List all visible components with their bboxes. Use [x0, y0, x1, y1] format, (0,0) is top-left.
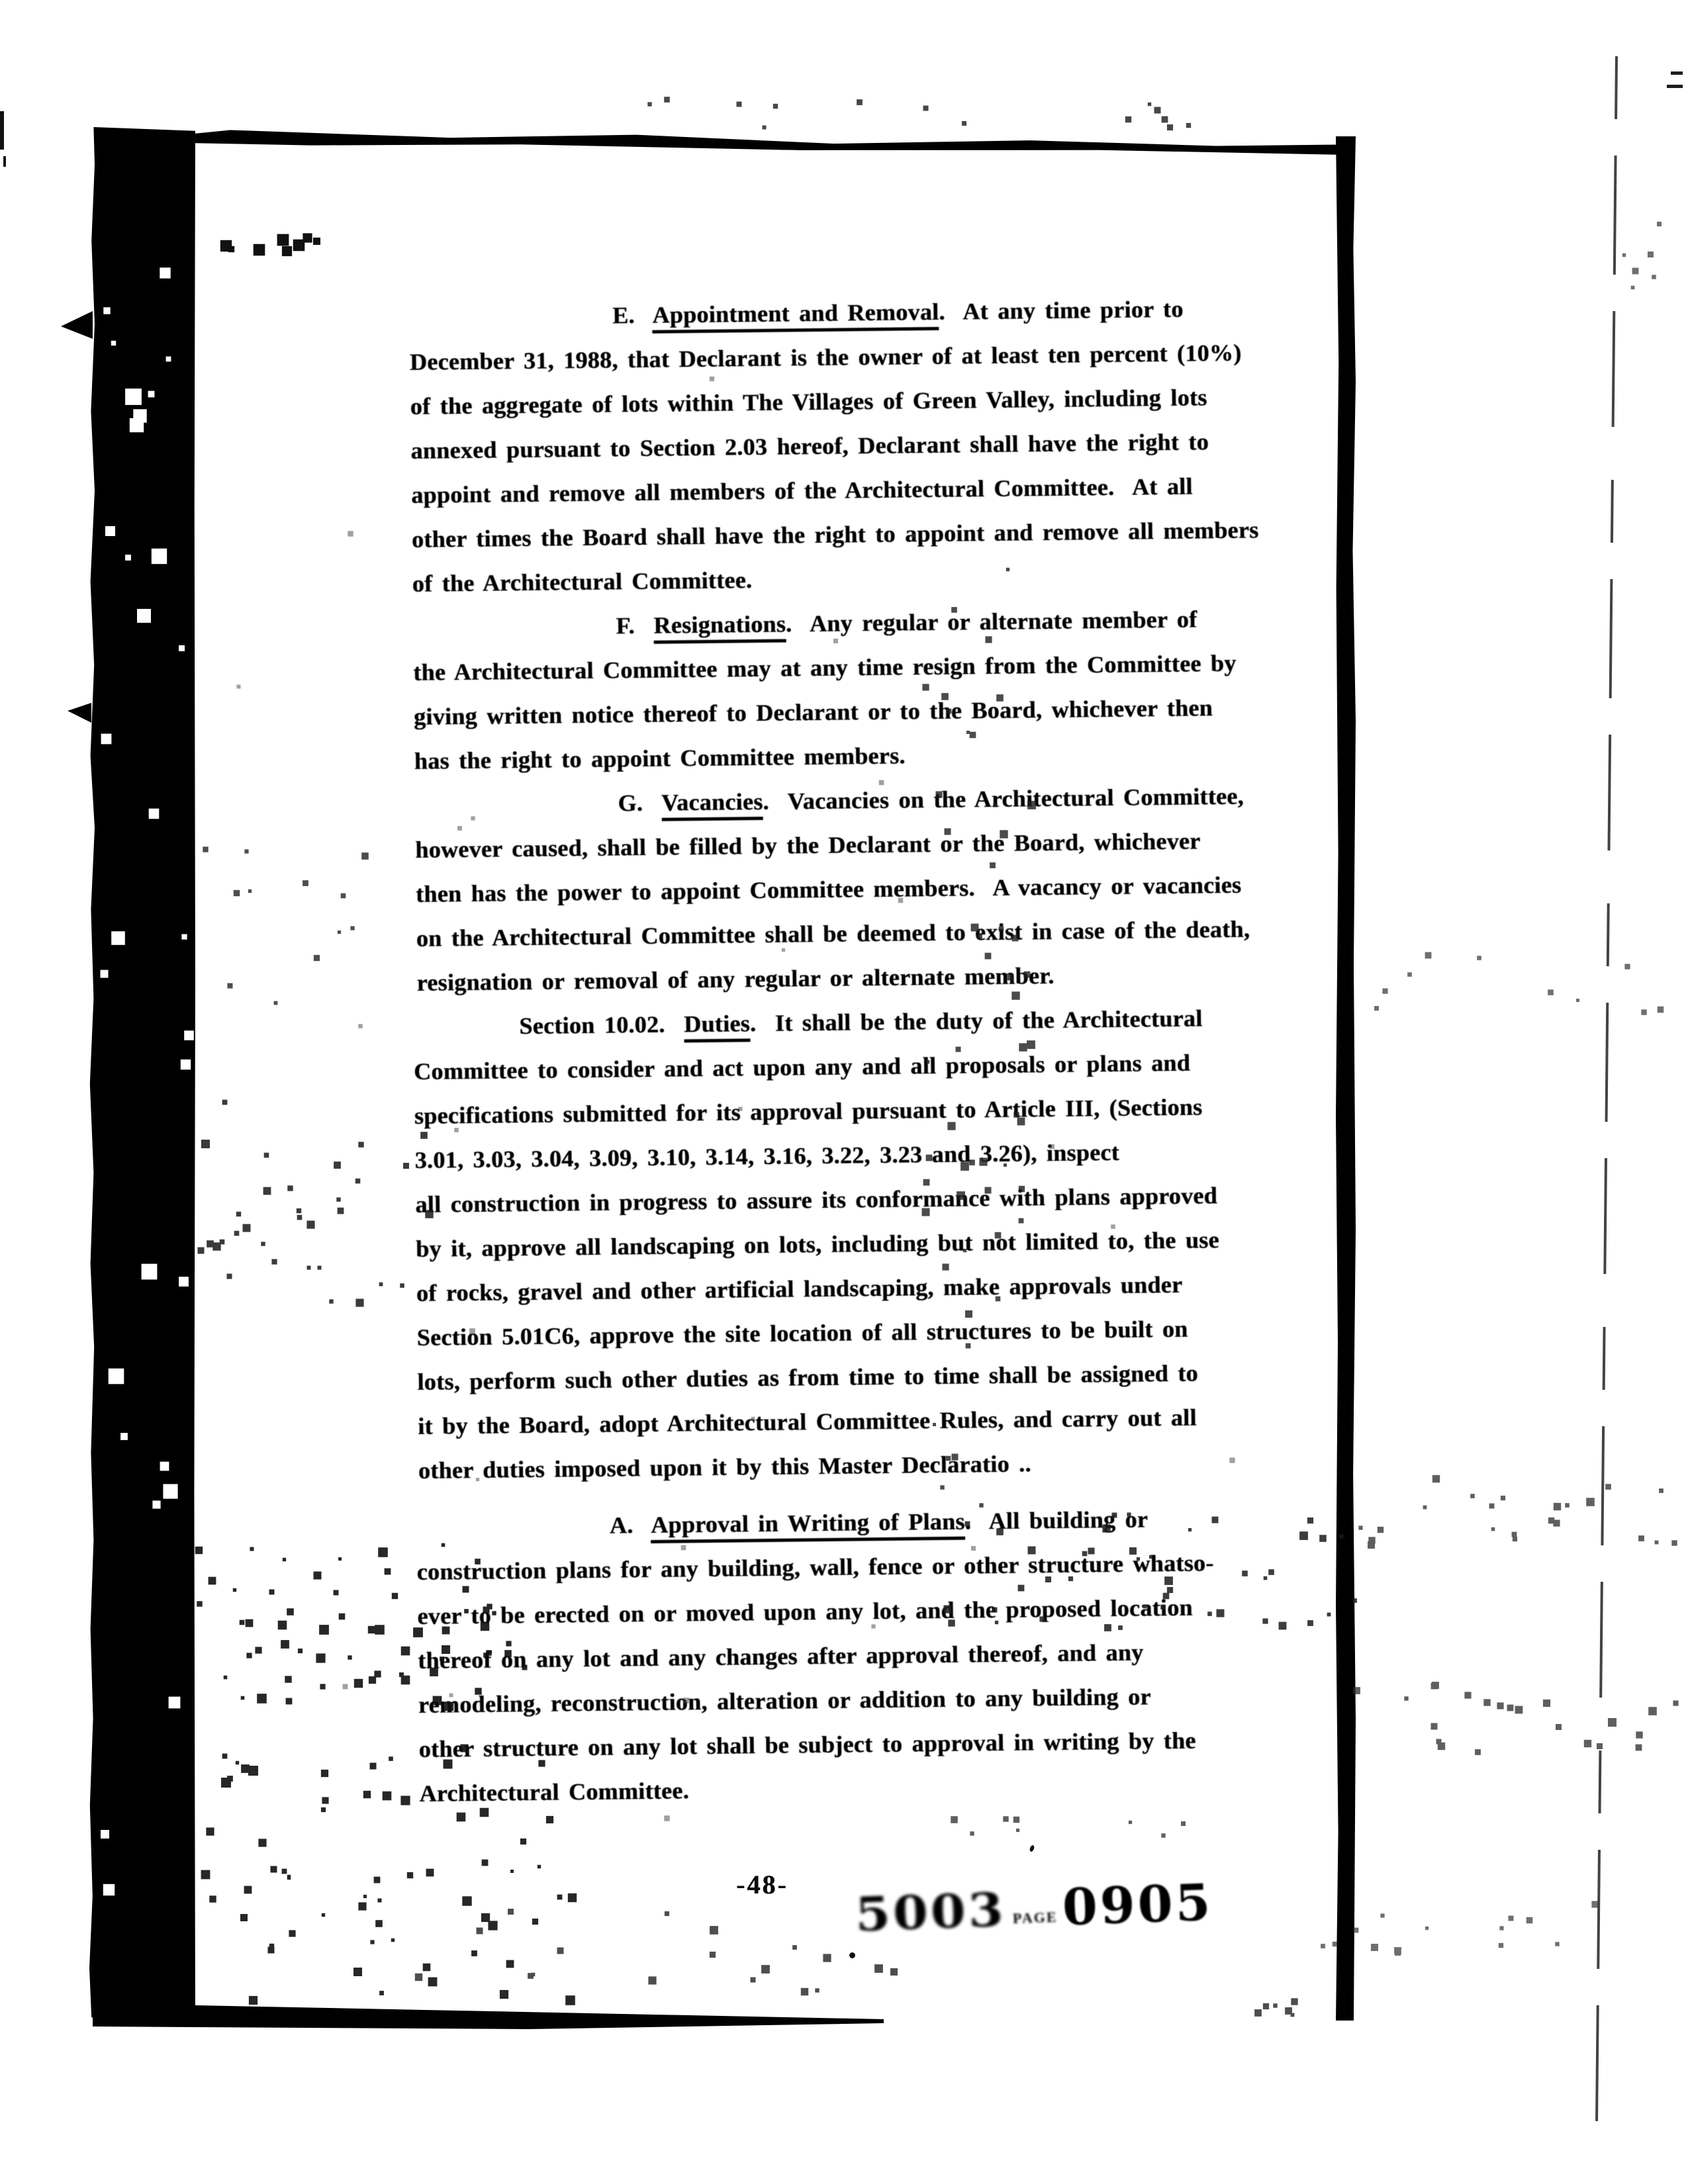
text-line: other times the Board shall have the right to appoint and remove all members: [411, 516, 1259, 553]
text-line: the Architectural Committee may at any time resign from the Committee by: [412, 649, 1237, 686]
text-line: Committee to consider and act upon any and all proposals or plans and: [413, 1049, 1191, 1085]
text-line: G. Vacancies. Vacancies on the Architectural Committee,: [618, 784, 1244, 815]
speck-group: [1244, 2000, 1245, 2001]
underlined-heading: Duties: [684, 1010, 750, 1042]
text-line: 3.01, 3.03, 3.04, 3.09, 3.10, 3.14, 3.16, 3.22, 3.23 and 3.26), inspect: [414, 1138, 1120, 1174]
stamp-book-number: 5003: [854, 1882, 1007, 1942]
underlined-heading: Vacancies: [661, 788, 763, 821]
text-line: remodeling, reconstruction, alteration or addition to any building or: [418, 1683, 1151, 1718]
text-line: ever to be erected on or moved upon any lot, and the proposed location: [417, 1594, 1193, 1630]
text-line: all construction in progress to assure its conformance with plans approved: [415, 1182, 1218, 1218]
speck-group: [192, 1747, 193, 1748]
text-line: Section 5.01C6, approve the site location of all structures to be built on: [416, 1315, 1188, 1351]
text-line: of the aggregate of lots within The Villages of Green Valley, including lots: [410, 384, 1207, 420]
stamp-page-label: PAGE: [1012, 1908, 1058, 1927]
text-line: resignation or removal of any regular or alternate member.: [416, 962, 1055, 996]
text-line: of the Architectural Committee.: [412, 567, 753, 597]
underlined-heading: Appointment and Removal: [652, 298, 939, 334]
text-line: construction plans for any building, wall, fence or other structure whatso-: [416, 1549, 1214, 1586]
text-line: annexed pursuant to Section 2.03 hereof, Declarant shall have the right to: [410, 428, 1209, 465]
text-line: other structure on any lot shall be subject to approval in writing by the: [418, 1727, 1196, 1762]
text-line: specifications submitted for its approval pursuant to Article III, (Sections: [414, 1093, 1203, 1130]
text-line: appoint and remove all members of the Architectural Committee. At all: [410, 473, 1193, 509]
text-line: it by the Board, adopt Architectural Committee Rules, and carry out all: [417, 1404, 1197, 1439]
speck-group: [923, 569, 924, 570]
text-line: of rocks, gravel and other artificial landscaping, make approvals under: [416, 1271, 1183, 1306]
text-line: thereof on any lot and any changes after approval thereof, and any: [417, 1639, 1144, 1674]
text-line: other duties imposed upon it by this Master Declaratio ..: [418, 1450, 1031, 1484]
text-line: A. Approval in Writing of Plans. All building or: [610, 1507, 1149, 1537]
text-line: then has the power to appoint Committee members. A vacancy or vacancies: [415, 871, 1242, 907]
text-line: December 31, 1988, that Declarant is the owner of at least ten percent (10%): [409, 339, 1242, 376]
speck-group: [1350, 1476, 1351, 1477]
text-line: on the Architectural Committee shall be deemed to exist in case of the death,: [416, 915, 1250, 952]
stamp-page-number: 0905: [1061, 1872, 1214, 1937]
speck-group: [1350, 1681, 1351, 1682]
text-line: giving written notice thereof to Declarant or to the Board, whichever then: [413, 694, 1213, 730]
page-number: -48-: [736, 1870, 788, 1899]
text-line: Section 10.02. Duties. It shall be the duty of the Architectural: [519, 1006, 1202, 1038]
speck-group: [192, 1535, 193, 1536]
underlined-heading: Resignations: [653, 611, 786, 644]
recorder-stamp: [854, 1872, 1214, 1942]
text-line: however caused, shall be filled by the Declarant or the Board, whichever: [415, 827, 1201, 863]
text-line: lots, perform such other duties as from time to time shall be assigned to: [417, 1359, 1199, 1395]
underlined-heading: Approval in Writing of Plans: [651, 1508, 965, 1543]
speck-group: [417, 1906, 418, 1907]
speck-group: [225, 233, 226, 234]
text-line: E. Appointment and Removal. At any time prior to: [612, 297, 1184, 328]
text-line: by it, approve all landscaping on lots, including but not limited to, the use: [415, 1226, 1219, 1262]
text-line: F. Resignations. Any regular or alternate member of: [616, 608, 1197, 638]
speck-group: [629, 98, 630, 99]
text-line: has the right to appoint Committee members.: [414, 742, 906, 774]
speck-group: [99, 251, 100, 252]
text-line: Architectural Committee.: [419, 1777, 689, 1807]
